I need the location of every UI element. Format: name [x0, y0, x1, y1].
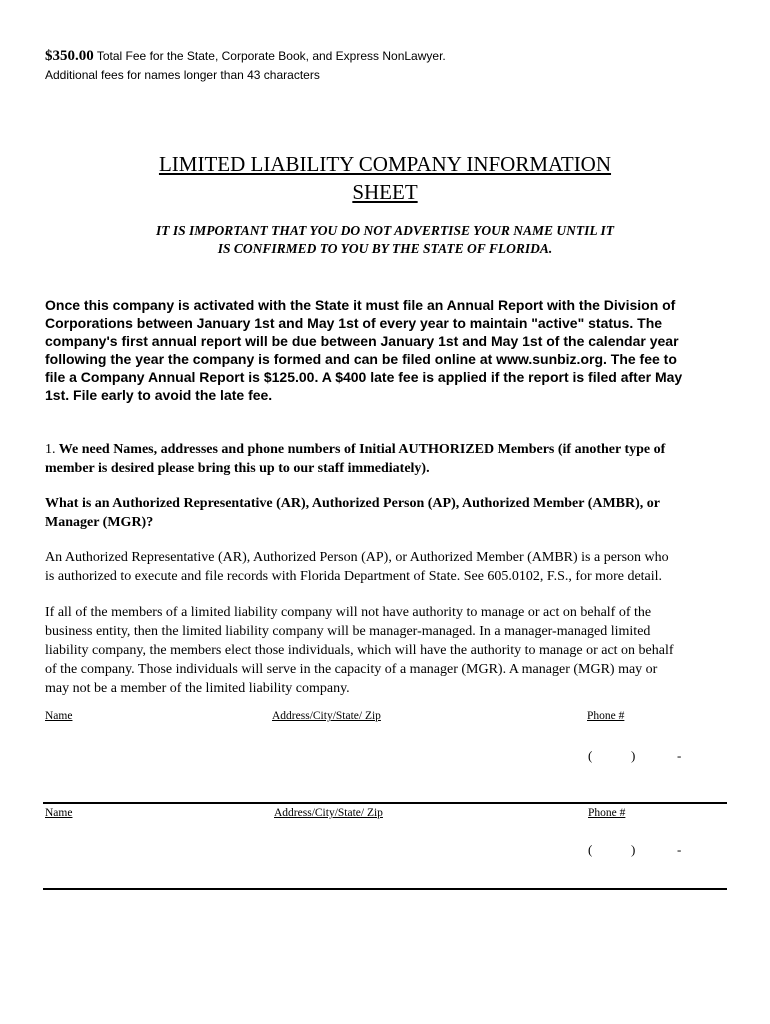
annual-line: 1st. File early to avoid the late fee.: [45, 387, 273, 403]
annual-line: file a Company Annual Report is $125.00. A $400 late fee is applied if the report is filed after May: [45, 369, 683, 385]
name-column-header: Name: [45, 710, 73, 722]
definition-paragraph: [45, 548, 735, 586]
section-1-text: We need Names, addresses and phone numbers of Initial AUTHORIZED Members (if another type of: [58, 442, 666, 457]
phone-dash: -: [677, 842, 682, 857]
manager-paragraph: [45, 603, 735, 698]
definition-line: is authorized to execute and file records with Florida Department of State. See 605.0102, F.S., for more detail.: [45, 569, 663, 584]
manager-line: business entity, then the limited liability company will be manager-managed. In a manager-managed limited: [45, 624, 651, 639]
name-column-header: Name: [45, 807, 73, 819]
warning-line-1: IT IS IMPORTANT THAT YOU DO NOT ADVERTISE YOUR NAME UNTIL IT: [156, 223, 614, 238]
annual-line: Once this company is activated with the State it must file an Annual Report with the Division of: [45, 297, 676, 313]
member-row-divider: [43, 802, 727, 804]
section-1-line: member is desired please bring this up to our staff immediately).: [45, 461, 430, 476]
title-line-1: LIMITED LIABILITY COMPANY INFORMATION: [158, 152, 612, 176]
address-column-header: Address/City/State/ Zip: [274, 807, 383, 819]
annual-line: company's first annual report will be due between January 1st and May 1st of the calendar year: [45, 333, 679, 349]
title-line-2: SHEET: [352, 180, 418, 204]
phone-close-paren: ): [631, 748, 636, 763]
question-line: What is an Authorized Representative (AR), Authorized Person (AP), Authorized Member (AMBR), or: [45, 496, 661, 511]
annual-line: following the year the company is formed and can be filed online at www.sunbiz.org. The fee to: [45, 351, 677, 367]
phone-close-paren: ): [631, 842, 636, 857]
annual-line: Corporations between January 1st and May 1st of every year to maintain "active" status. The: [45, 315, 663, 331]
warning-line-2: IS CONFIRMED TO YOU BY THE STATE OF FLORIDA.: [217, 241, 553, 256]
section-1-line: [45, 440, 735, 459]
phone-dash: -: [677, 748, 682, 763]
question-line: Manager (MGR)?: [45, 515, 154, 530]
annual-report-paragraph: [45, 296, 735, 404]
fee-description: Total Fee for the State, Corporate Book, and Express NonLawyer.: [96, 49, 446, 63]
phone-open-paren: (: [588, 748, 593, 763]
address-column-header: Address/City/State/ Zip: [272, 710, 381, 722]
phone-column-header: Phone #: [588, 807, 626, 819]
phone-column-header: Phone #: [587, 710, 625, 722]
section-number: 1.: [45, 442, 56, 457]
manager-line: If all of the members of a limited liability company will not have authority to manage or act on behalf of the: [45, 605, 652, 620]
section-1-instructions: [45, 440, 735, 478]
fee-amount: $350.00: [45, 48, 94, 64]
fee-line: [45, 48, 446, 65]
fee-note: Additional fees for names longer than 43 characters: [45, 68, 320, 82]
advertising-warning: [0, 222, 770, 258]
member-row-divider: [43, 888, 727, 890]
page-title: [0, 150, 770, 206]
role-question: [45, 494, 735, 532]
manager-line: of the company. Those individuals will serve in the capacity of a manager (MGR). A manager (MGR) may or: [45, 662, 658, 677]
definition-line: An Authorized Representative (AR), Authorized Person (AP), or Authorized Member (AMBR) is a person who: [45, 550, 669, 565]
manager-line: may not be a member of the limited liability company.: [45, 681, 350, 696]
phone-open-paren: (: [588, 842, 593, 857]
manager-line: liability company, the members elect those individuals, which will have the authority to manage or act on behalf: [45, 643, 674, 658]
